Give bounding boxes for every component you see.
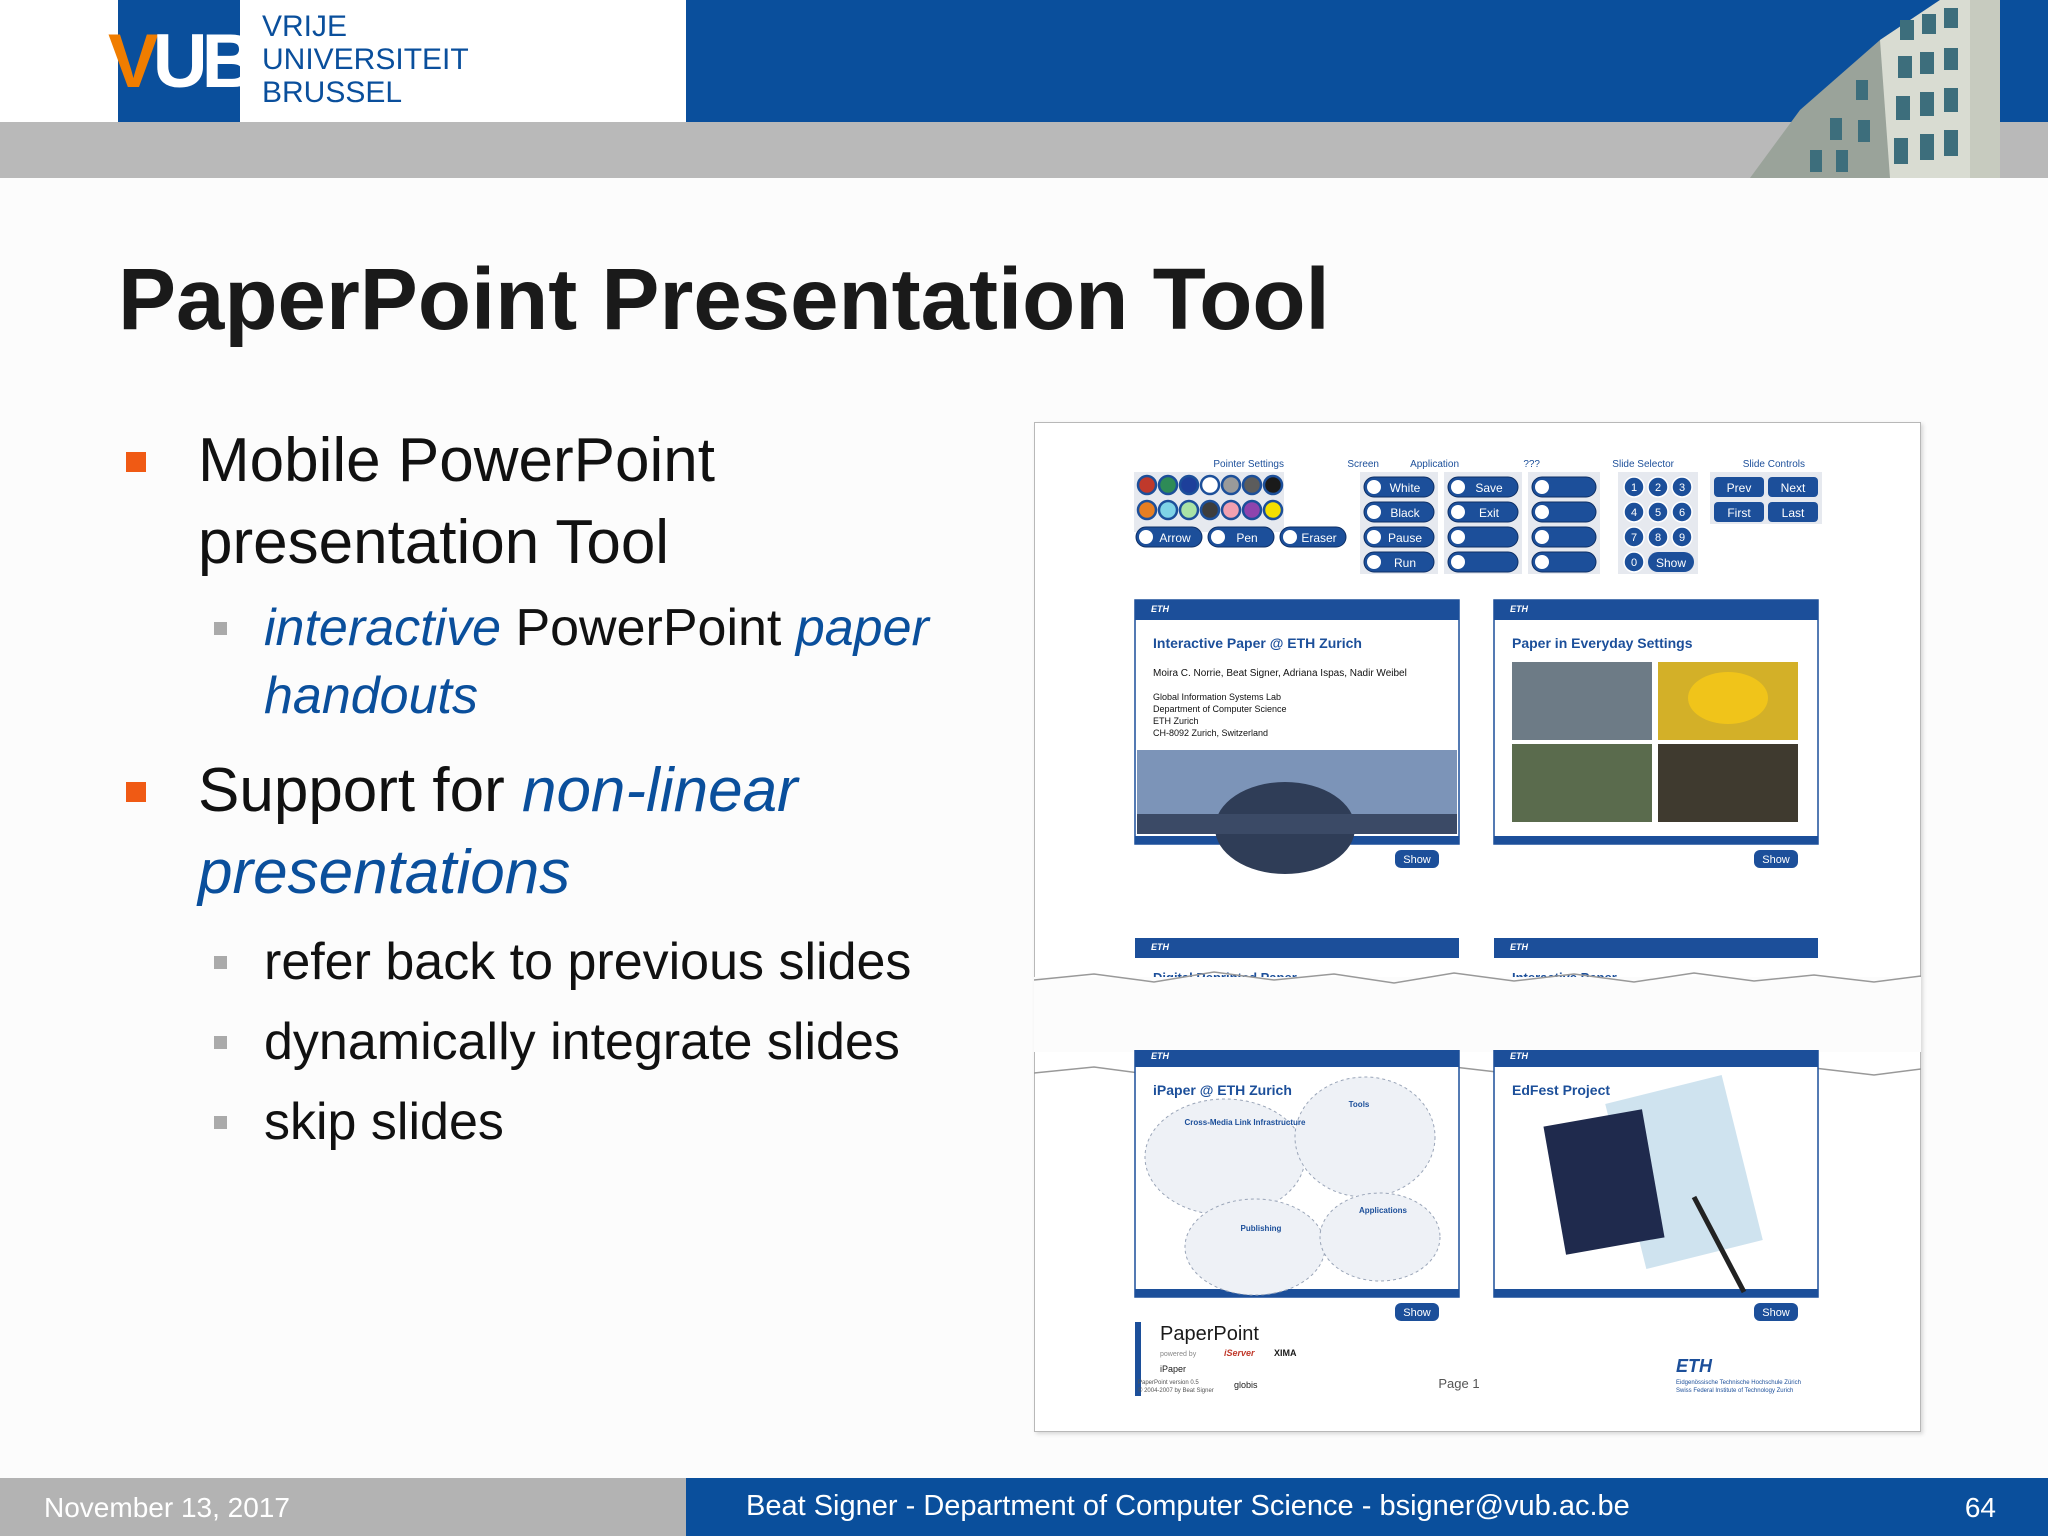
thumbnail-title: Paper in Everyday Settings	[1512, 635, 1693, 651]
selector-digit-label: 7	[1630, 532, 1638, 544]
selector-digit-label: 2	[1654, 482, 1662, 494]
selector-show-label: Show	[1655, 556, 1687, 570]
diagram-cloud	[1185, 1199, 1325, 1295]
slide-title: PaperPoint Presentation Tool	[118, 251, 1330, 348]
eth-logo: ETH	[1676, 1356, 1712, 1376]
thumbnail-footer-bar	[1494, 836, 1818, 844]
selector-digit-label: 4	[1630, 507, 1638, 519]
bullet-square-icon	[214, 622, 227, 635]
pill-knob-icon	[1450, 529, 1466, 545]
footer-date: November 13, 2017	[44, 1492, 290, 1523]
thumbnail-photo	[1512, 744, 1652, 822]
diagram-label: Publishing	[1240, 1224, 1282, 1233]
pointer-color-swatch	[1180, 501, 1198, 519]
handout-thumbnails	[1034, 600, 1921, 1321]
handout-button-label: White	[1389, 481, 1421, 495]
vub-logo: VUB	[108, 19, 251, 104]
thumbnail-photo	[1512, 662, 1652, 740]
thumbnail-affiliation: Global Information Systems Lab	[1153, 692, 1282, 702]
slide-control-label: Next	[1780, 481, 1806, 495]
paperpoint-version: PaperPoint version 0.5	[1138, 1380, 1199, 1386]
logo-line: UNIVERSITEIT	[262, 43, 469, 76]
pointer-color-swatch	[1222, 501, 1240, 519]
handout-footer	[1135, 1322, 1801, 1396]
pointer-color-swatch	[1243, 476, 1261, 494]
selector-digit-label: 5	[1654, 507, 1662, 519]
thumbnail-show-label: Show	[1762, 854, 1790, 866]
pointer-color-swatch	[1159, 501, 1177, 519]
helmet-photo-shape	[1688, 672, 1768, 724]
handout-button-label: Arrow	[1159, 531, 1191, 545]
pill-knob-icon	[1534, 479, 1550, 495]
handout-button-label: Save	[1475, 481, 1503, 495]
diagram-cloud	[1145, 1099, 1305, 1215]
thumbnail-eth-label: ETH	[1151, 1051, 1169, 1061]
pill-knob-icon	[1282, 529, 1298, 545]
thumbnail-eth-label: ETH	[1510, 1051, 1528, 1061]
diagram-label: Tools	[1348, 1100, 1370, 1109]
handout-group-label: ???	[1523, 459, 1540, 470]
diagram-cloud	[1295, 1077, 1435, 1197]
thumbnail-show-label: Show	[1762, 1307, 1790, 1319]
bullet-level2	[118, 1008, 1018, 1076]
selector-digit-label: 3	[1678, 482, 1686, 494]
bullet-square-icon	[126, 782, 146, 802]
bullet-text: skip slides	[264, 1093, 504, 1151]
handout-button-label: Eraser	[1301, 531, 1337, 545]
handout-group-label: Application	[1410, 459, 1459, 470]
handout-button-panel	[1134, 459, 1822, 574]
bullet-emphasis: interactive	[264, 599, 501, 657]
footer-page-number: 64	[1964, 1492, 1996, 1523]
thumbnail-eth-label: ETH	[1510, 604, 1528, 614]
bullet-level2	[118, 1088, 1018, 1156]
pointer-color-swatch	[1180, 476, 1198, 494]
pointer-color-swatch	[1264, 501, 1282, 519]
bullet-square-icon	[126, 452, 146, 472]
eth-name-en: Swiss Federal Institute of Technology Zurich	[1676, 1388, 1794, 1394]
thumbnail-header-bar	[1494, 938, 1818, 958]
partner-logo: iServer	[1224, 1348, 1255, 1358]
handout-group-label: Slide Controls	[1742, 459, 1805, 470]
vub-logo-text	[262, 10, 469, 109]
partner-logo: iPaper	[1160, 1364, 1187, 1374]
pill-knob-icon	[1450, 554, 1466, 570]
thumbnail-footer-bar	[1494, 1289, 1818, 1297]
thumbnail-eth-label: ETH	[1510, 942, 1528, 952]
pointer-color-swatch	[1264, 476, 1282, 494]
diagram-label: Cross-Media Link Infrastructure	[1184, 1118, 1306, 1127]
pill-knob-icon	[1138, 529, 1154, 545]
thumbnail-affiliation: Department of Computer Science	[1153, 704, 1287, 714]
pill-knob-icon	[1534, 529, 1550, 545]
logo-line: BRUSSEL	[262, 76, 403, 109]
handout-group-label: Screen	[1347, 459, 1379, 470]
selector-digit-label: 9	[1678, 532, 1686, 544]
thumbnail-title: Interactive Paper @ ETH Zurich	[1153, 635, 1362, 651]
torn-cover	[1124, 1042, 1824, 1050]
slide-control-label: Prev	[1726, 481, 1752, 495]
pointer-color-swatch	[1159, 476, 1177, 494]
bullet-square-icon	[214, 956, 227, 969]
thumbnail-title: EdFest Project	[1512, 1082, 1611, 1098]
bullet-emphasis: paper handouts	[264, 599, 929, 725]
thumbnail-show-label: Show	[1403, 1307, 1431, 1319]
thumbnail-footer-bar	[1135, 1289, 1459, 1297]
bullet-level1	[118, 420, 1018, 584]
thumbnail-header-bar	[1135, 938, 1459, 958]
bullet-level2	[118, 928, 1018, 996]
thumbnail-header-bar	[1135, 600, 1459, 620]
paperpoint-copyright: © 2004-2007 by Beat Signer	[1138, 1388, 1214, 1394]
pill-knob-icon	[1450, 504, 1466, 520]
thumbnail-affiliation: ETH Zurich	[1153, 716, 1199, 726]
pill-knob-icon	[1210, 529, 1226, 545]
bullet-text: dynamically integrate slides	[264, 1013, 900, 1071]
selector-digit-label: 8	[1654, 532, 1662, 544]
footer-author: Beat Signer - Department of Computer Science - bsigner@vub.ac.be	[746, 1490, 1630, 1522]
thumbnail-title: iPaper @ ETH Zurich	[1153, 1082, 1292, 1098]
selector-digit-label: 1	[1630, 482, 1638, 494]
diagram-label: Applications	[1358, 1206, 1408, 1215]
handout-button-label: Black	[1390, 506, 1420, 520]
bullet-text: Mobile PowerPoint	[198, 426, 715, 495]
handout-page-label: Page 1	[1438, 1376, 1480, 1391]
thumbnail-eth-label: ETH	[1151, 942, 1169, 952]
pill-knob-icon	[1366, 504, 1382, 520]
bullet-square-icon	[214, 1116, 227, 1129]
pointer-color-swatch	[1138, 476, 1156, 494]
partner-logo: globis	[1234, 1380, 1258, 1390]
torn-gap	[1034, 977, 1921, 1052]
slide-control-label: First	[1727, 506, 1751, 520]
selector-digit-label: 0	[1630, 557, 1638, 569]
pointer-color-swatch	[1222, 476, 1240, 494]
thumbnail-photo-city	[1137, 814, 1457, 834]
logo-line: VRIJE	[262, 10, 348, 43]
partner-logo: XIMA	[1274, 1348, 1297, 1358]
thumbnail-eth-label: ETH	[1151, 604, 1169, 614]
pill-knob-icon	[1450, 479, 1466, 495]
pill-knob-icon	[1366, 554, 1382, 570]
pointer-color-swatch	[1201, 501, 1219, 519]
bullet-text: PowerPoint	[501, 599, 796, 657]
pointer-color-swatch	[1138, 501, 1156, 519]
thumbnail-affiliation: CH-8092 Zurich, Switzerland	[1153, 728, 1269, 738]
pill-knob-icon	[1366, 529, 1382, 545]
selector-digit-label: 6	[1678, 507, 1686, 519]
bullet-level1	[118, 750, 958, 914]
building-photo	[1740, 0, 2000, 178]
pill-knob-icon	[1534, 554, 1550, 570]
handout-button-label: Pause	[1387, 531, 1423, 545]
thumbnail-show-label: Show	[1403, 854, 1431, 866]
thumbnail-header-bar	[1494, 600, 1818, 620]
handout-button-label: Pen	[1236, 531, 1258, 545]
paperpoint-powered: powered by	[1160, 1351, 1197, 1358]
thumbnail-authors: Moira C. Norrie, Beat Signer, Adriana Ispas, Nadir Weibel	[1153, 668, 1407, 679]
pointer-color-swatch	[1201, 476, 1219, 494]
pill-knob-icon	[1534, 504, 1550, 520]
pointer-color-swatch	[1243, 501, 1261, 519]
handout-group-label: Slide Selector	[1612, 459, 1674, 470]
paperpoint-handout-image	[1034, 422, 1921, 1432]
handout-button-label: Exit	[1478, 506, 1500, 520]
bullet-text: Support for	[198, 756, 522, 825]
bullet-emphasis: non-linear presentations	[198, 756, 798, 907]
pill-knob-icon	[1366, 479, 1382, 495]
bullet-text: refer back to previous slides	[264, 933, 912, 991]
handout-group-label: Pointer Settings	[1213, 459, 1284, 470]
slide-control-label: Last	[1781, 506, 1805, 520]
thumbnail-photo	[1658, 744, 1798, 822]
paperpoint-brand-name: PaperPoint	[1160, 1323, 1259, 1345]
vub-logo-rest: UB	[152, 19, 251, 104]
eth-name-de: Eidgenössische Technische Hochschule Zürich	[1676, 1380, 1801, 1386]
handout-button-label: Run	[1393, 556, 1417, 570]
handout-drawing	[1034, 422, 1921, 1432]
bullet-level2	[118, 594, 964, 730]
bullet-square-icon	[214, 1036, 227, 1049]
slide-content	[118, 420, 1018, 1156]
bullet-text: presentation Tool	[198, 508, 670, 577]
